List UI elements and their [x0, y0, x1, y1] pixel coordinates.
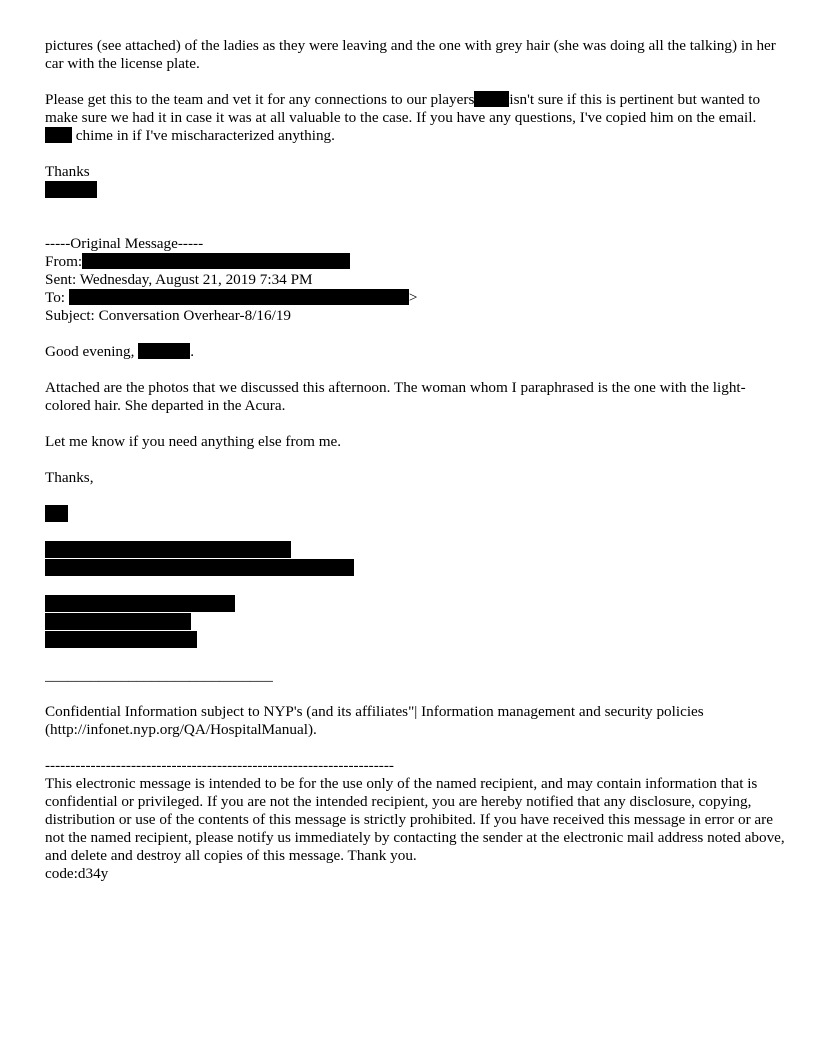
original-signoff: Thanks, [45, 469, 94, 486]
redaction-box [45, 631, 197, 648]
body-paragraph-2-part-c: chime in if I've mischaracterized anything. [75, 127, 335, 144]
greeting-line [45, 343, 785, 361]
dash-separator: --------------------------------------------------------------------- [45, 757, 394, 774]
redaction-box [45, 613, 191, 630]
to-label: To: [45, 289, 66, 306]
redaction-box [82, 253, 350, 269]
redaction-box [45, 559, 354, 576]
to-suffix: > [408, 289, 418, 306]
footer-underline: ______________________________ [45, 667, 273, 684]
subject-line: Subject: Conversation Overhear-8/16/19 [45, 307, 292, 324]
redaction-box [45, 541, 291, 558]
original-message-separator: -----Original Message----- [45, 235, 204, 252]
disclaimer: This electronic message is intended to be for the use only of the named recipient, and may contain information that is confidential or privileged. If you are not the intended recipient, you are hereby notified that any disclosure, copying, distribution or use of the contents of this message is strictly prohibited. If you have received this message in error or are not the named recipient, please notify us immediately by contacting the sender at the electronic mail address noted above, and delete and destroy all copies of this message. Thank you. [45, 775, 785, 864]
body-paragraph-2-part-b: isn't sure if this is pertinent but wanted to make sure we had it in case it was at all valuable to the case. If you have any questions, I've copied him on the email. [45, 91, 761, 126]
signoff: Thanks [45, 163, 90, 180]
confidential-notice: Confidential Information subject to NYP's (and its affiliates"| Information management and security policies (http://infonet.nyp.org/QA/HospitalManual). [45, 703, 704, 738]
original-paragraph-1: Attached are the photos that we discussed this afternoon. The woman whom I paraphrased is the one with the light-colored hair. She departed in the Acura. [45, 379, 746, 414]
from-label: From: [45, 253, 83, 270]
sent-line: Sent: Wednesday, August 21, 2019 7:34 PM [45, 271, 313, 288]
greeting: Good evening, [45, 343, 135, 360]
email-document [45, 37, 785, 883]
redaction-box [45, 595, 235, 612]
footer-code: code:d34y [45, 865, 109, 882]
from-line [45, 253, 785, 271]
body-paragraph-1: pictures (see attached) of the ladies as they were leaving and the one with grey hair (she was doing all the talking) in her car with the license plate. [45, 37, 776, 72]
redaction-box [45, 505, 68, 522]
greeting-end: . [190, 343, 195, 360]
redaction-box [45, 181, 97, 198]
original-paragraph-2: Let me know if you need anything else from me. [45, 433, 342, 450]
redaction-box [138, 343, 190, 359]
body-paragraph-2 [45, 91, 785, 145]
redaction-box [45, 127, 72, 143]
to-line [45, 289, 785, 307]
redaction-box [474, 91, 509, 107]
body-paragraph-2-part-a: Please get this to the team and vet it for any connections to our players [45, 91, 475, 108]
redaction-box [69, 289, 409, 305]
